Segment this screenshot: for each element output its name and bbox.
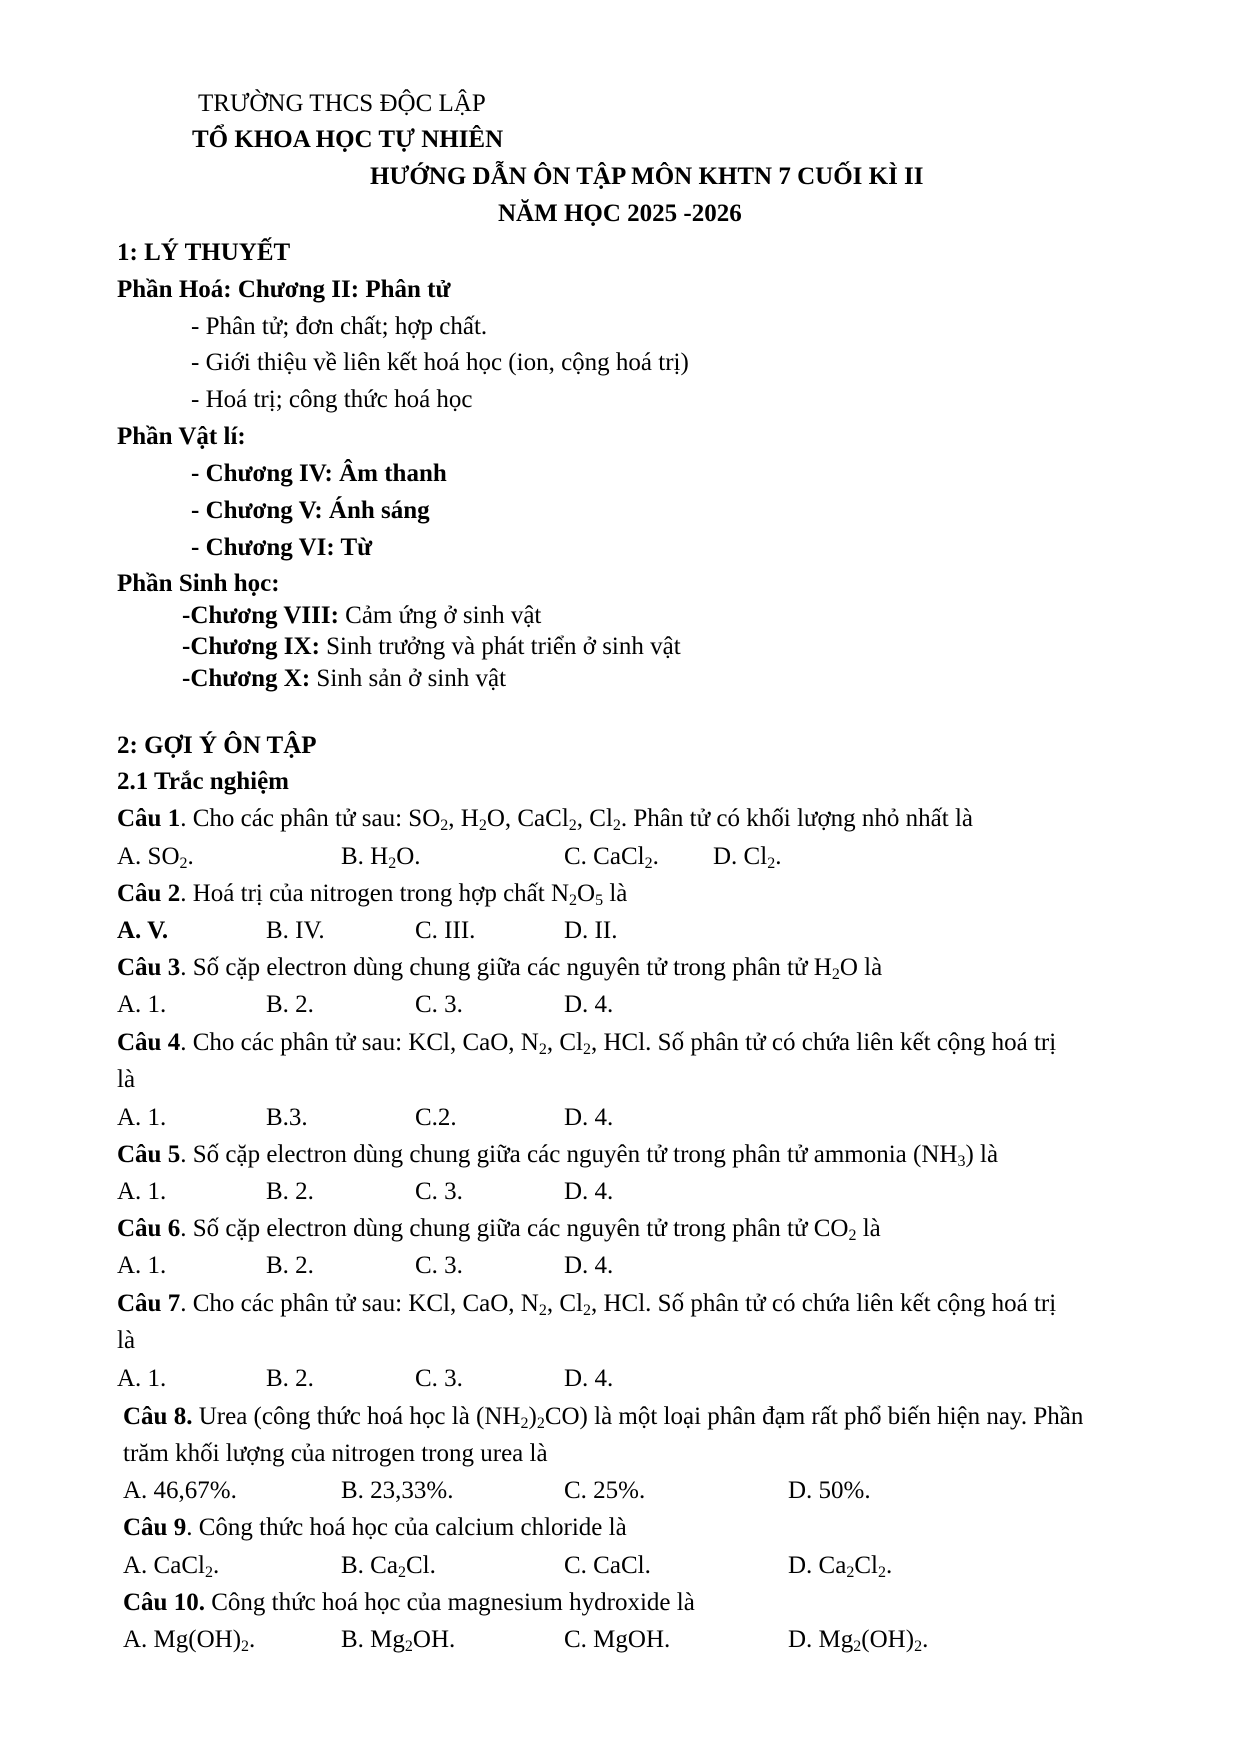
option-a: A. 1.	[117, 991, 167, 1018]
review-heading: 2: GỢI Ý ÔN TẬP	[117, 732, 317, 759]
chem-item: - Phân tử; đơn chất; hợp chất.	[191, 313, 488, 340]
doc-title: HƯỚNG DẪN ÔN TẬP MÔN KHTN 7 CUỐI KÌ II	[370, 163, 924, 190]
option-d: D. 4.	[564, 1178, 614, 1205]
option-d: D. 4.	[564, 991, 614, 1018]
option-b: B. 2.	[266, 1365, 314, 1392]
option-d: D. 4.	[564, 1104, 614, 1131]
option-a: A. V.	[117, 917, 169, 944]
option-b: B. $Mg_2OH$.	[341, 1626, 456, 1655]
department-name: TỔ KHOA HỌC TỰ NHIÊN	[192, 126, 504, 153]
question-7: Câu 7. Cho các phân tử sau: KCl, CaO, $N_2$, $Cl_2$, HCl. Số phân tử có chứa liên kết cộng hoá trị	[117, 1290, 1057, 1319]
option-b: B. $Ca_2Cl$.	[341, 1552, 436, 1581]
option-a: A. 1.	[117, 1178, 167, 1205]
option-b: B.3.	[266, 1104, 308, 1131]
option-a: A. $SO_2$.	[117, 843, 194, 872]
question-7-cont: là	[117, 1327, 136, 1354]
option-b: B. IV.	[266, 917, 325, 944]
option-d: D. 4.	[564, 1365, 614, 1392]
option-a: A. $Mg(OH)_2$.	[123, 1626, 256, 1655]
question-3: Câu 3. Số cặp electron dùng chung giữa các nguyên tử trong phân tử $H_2O$ là	[117, 954, 883, 983]
chem-item: - Giới thiệu về liên kết hoá học (ion, cộng hoá trị)	[191, 349, 689, 376]
question-9: Câu 9. Công thức hoá học của calcium chloride là	[123, 1514, 627, 1541]
bio-item: -Chương IX: Sinh trưởng và phát triển ở sinh vật	[182, 633, 681, 660]
phys-item: - Chương V: Ánh sáng	[191, 497, 430, 524]
phys-heading: Phần Vật lí:	[117, 423, 246, 450]
option-c: C. 3.	[415, 991, 463, 1018]
option-c: C.2.	[415, 1104, 457, 1131]
option-a: A. 1.	[117, 1104, 167, 1131]
option-b: B. 2.	[266, 1252, 314, 1279]
option-d: D. 4.	[564, 1252, 614, 1279]
option-c: C. 25%.	[564, 1477, 646, 1504]
question-8: Câu 8. Urea (công thức hoá học là $(NH_2)_2CO$) là một loại phân đạm rất phổ biến hiện nay. Phần	[123, 1403, 1084, 1432]
bio-item: -Chương VIII: Cảm ứng ở sinh vật	[182, 602, 542, 629]
option-d: D. 50%.	[788, 1477, 871, 1504]
option-c: C. MgOH.	[564, 1626, 671, 1653]
mcq-heading: 2.1 Trắc nghiệm	[117, 768, 289, 795]
option-b: B. 2.	[266, 1178, 314, 1205]
question-2: Câu 2. Hoá trị của nitrogen trong hợp chất $N_2O_5$ là	[117, 880, 628, 909]
option-a: A. 46,67%.	[123, 1477, 237, 1504]
question-6: Câu 6. Số cặp electron dùng chung giữa các nguyên tử trong phân tử $CO_2$ là	[117, 1215, 881, 1244]
option-a: A. 1.	[117, 1365, 167, 1392]
chem-heading: Phần Hoá: Chương II: Phân tử	[117, 276, 451, 303]
option-d: D. $Cl_2$.	[713, 843, 782, 872]
question-1: Câu 1. Cho các phân tử sau: $SO_2$, $H_2O$, CaCl$_2$, $Cl_2$. Phân tử có khối lượng nhỏ nhất là	[117, 805, 973, 834]
phys-item: - Chương IV: Âm thanh	[191, 460, 447, 487]
phys-item: - Chương VI: Từ	[191, 534, 373, 561]
question-4: Câu 4. Cho các phân tử sau: KCl, CaO, $N_2$, $Cl_2$, HCl. Số phân tử có chứa liên kết cộng hoá trị	[117, 1029, 1057, 1058]
option-d: D. $Mg_2(OH)_2$.	[788, 1626, 929, 1655]
question-5: Câu 5. Số cặp electron dùng chung giữa các nguyên tử trong phân tử ammonia $(NH_3)$ là	[117, 1141, 999, 1170]
bio-item: -Chương X: Sinh sản ở sinh vật	[182, 665, 507, 692]
option-b: B. 2.	[266, 991, 314, 1018]
option-c: C. 3.	[415, 1178, 463, 1205]
option-d: D. $Ca_2Cl_2$.	[788, 1552, 893, 1581]
option-b: B. 23,33%.	[341, 1477, 454, 1504]
bio-heading: Phần Sinh học:	[117, 570, 280, 597]
option-d: D. II.	[564, 917, 618, 944]
school-name: TRƯỜNG THCS ĐỘC LẬP	[198, 90, 486, 117]
option-a: A. 1.	[117, 1252, 167, 1279]
option-c: C. CaCl.	[564, 1552, 651, 1579]
option-b: B. $H_2O$.	[341, 843, 421, 872]
question-10: Câu 10. Công thức hoá học của magnesium hydroxide là	[123, 1589, 695, 1616]
option-c: C. III.	[415, 917, 476, 944]
theory-heading: 1: LÝ THUYẾT	[117, 239, 291, 266]
question-8-cont: trăm khối lượng của nitrogen trong urea là	[123, 1440, 548, 1467]
chem-item: - Hoá trị; công thức hoá học	[191, 386, 473, 413]
school-year: NĂM HỌC 2025 -2026	[498, 200, 742, 227]
option-a: A. CaCl$_2$.	[123, 1552, 220, 1581]
option-c: C. 3.	[415, 1365, 463, 1392]
option-c: C. CaCl$_2$.	[564, 843, 659, 872]
question-4-cont: là	[117, 1066, 136, 1093]
option-c: C. 3.	[415, 1252, 463, 1279]
